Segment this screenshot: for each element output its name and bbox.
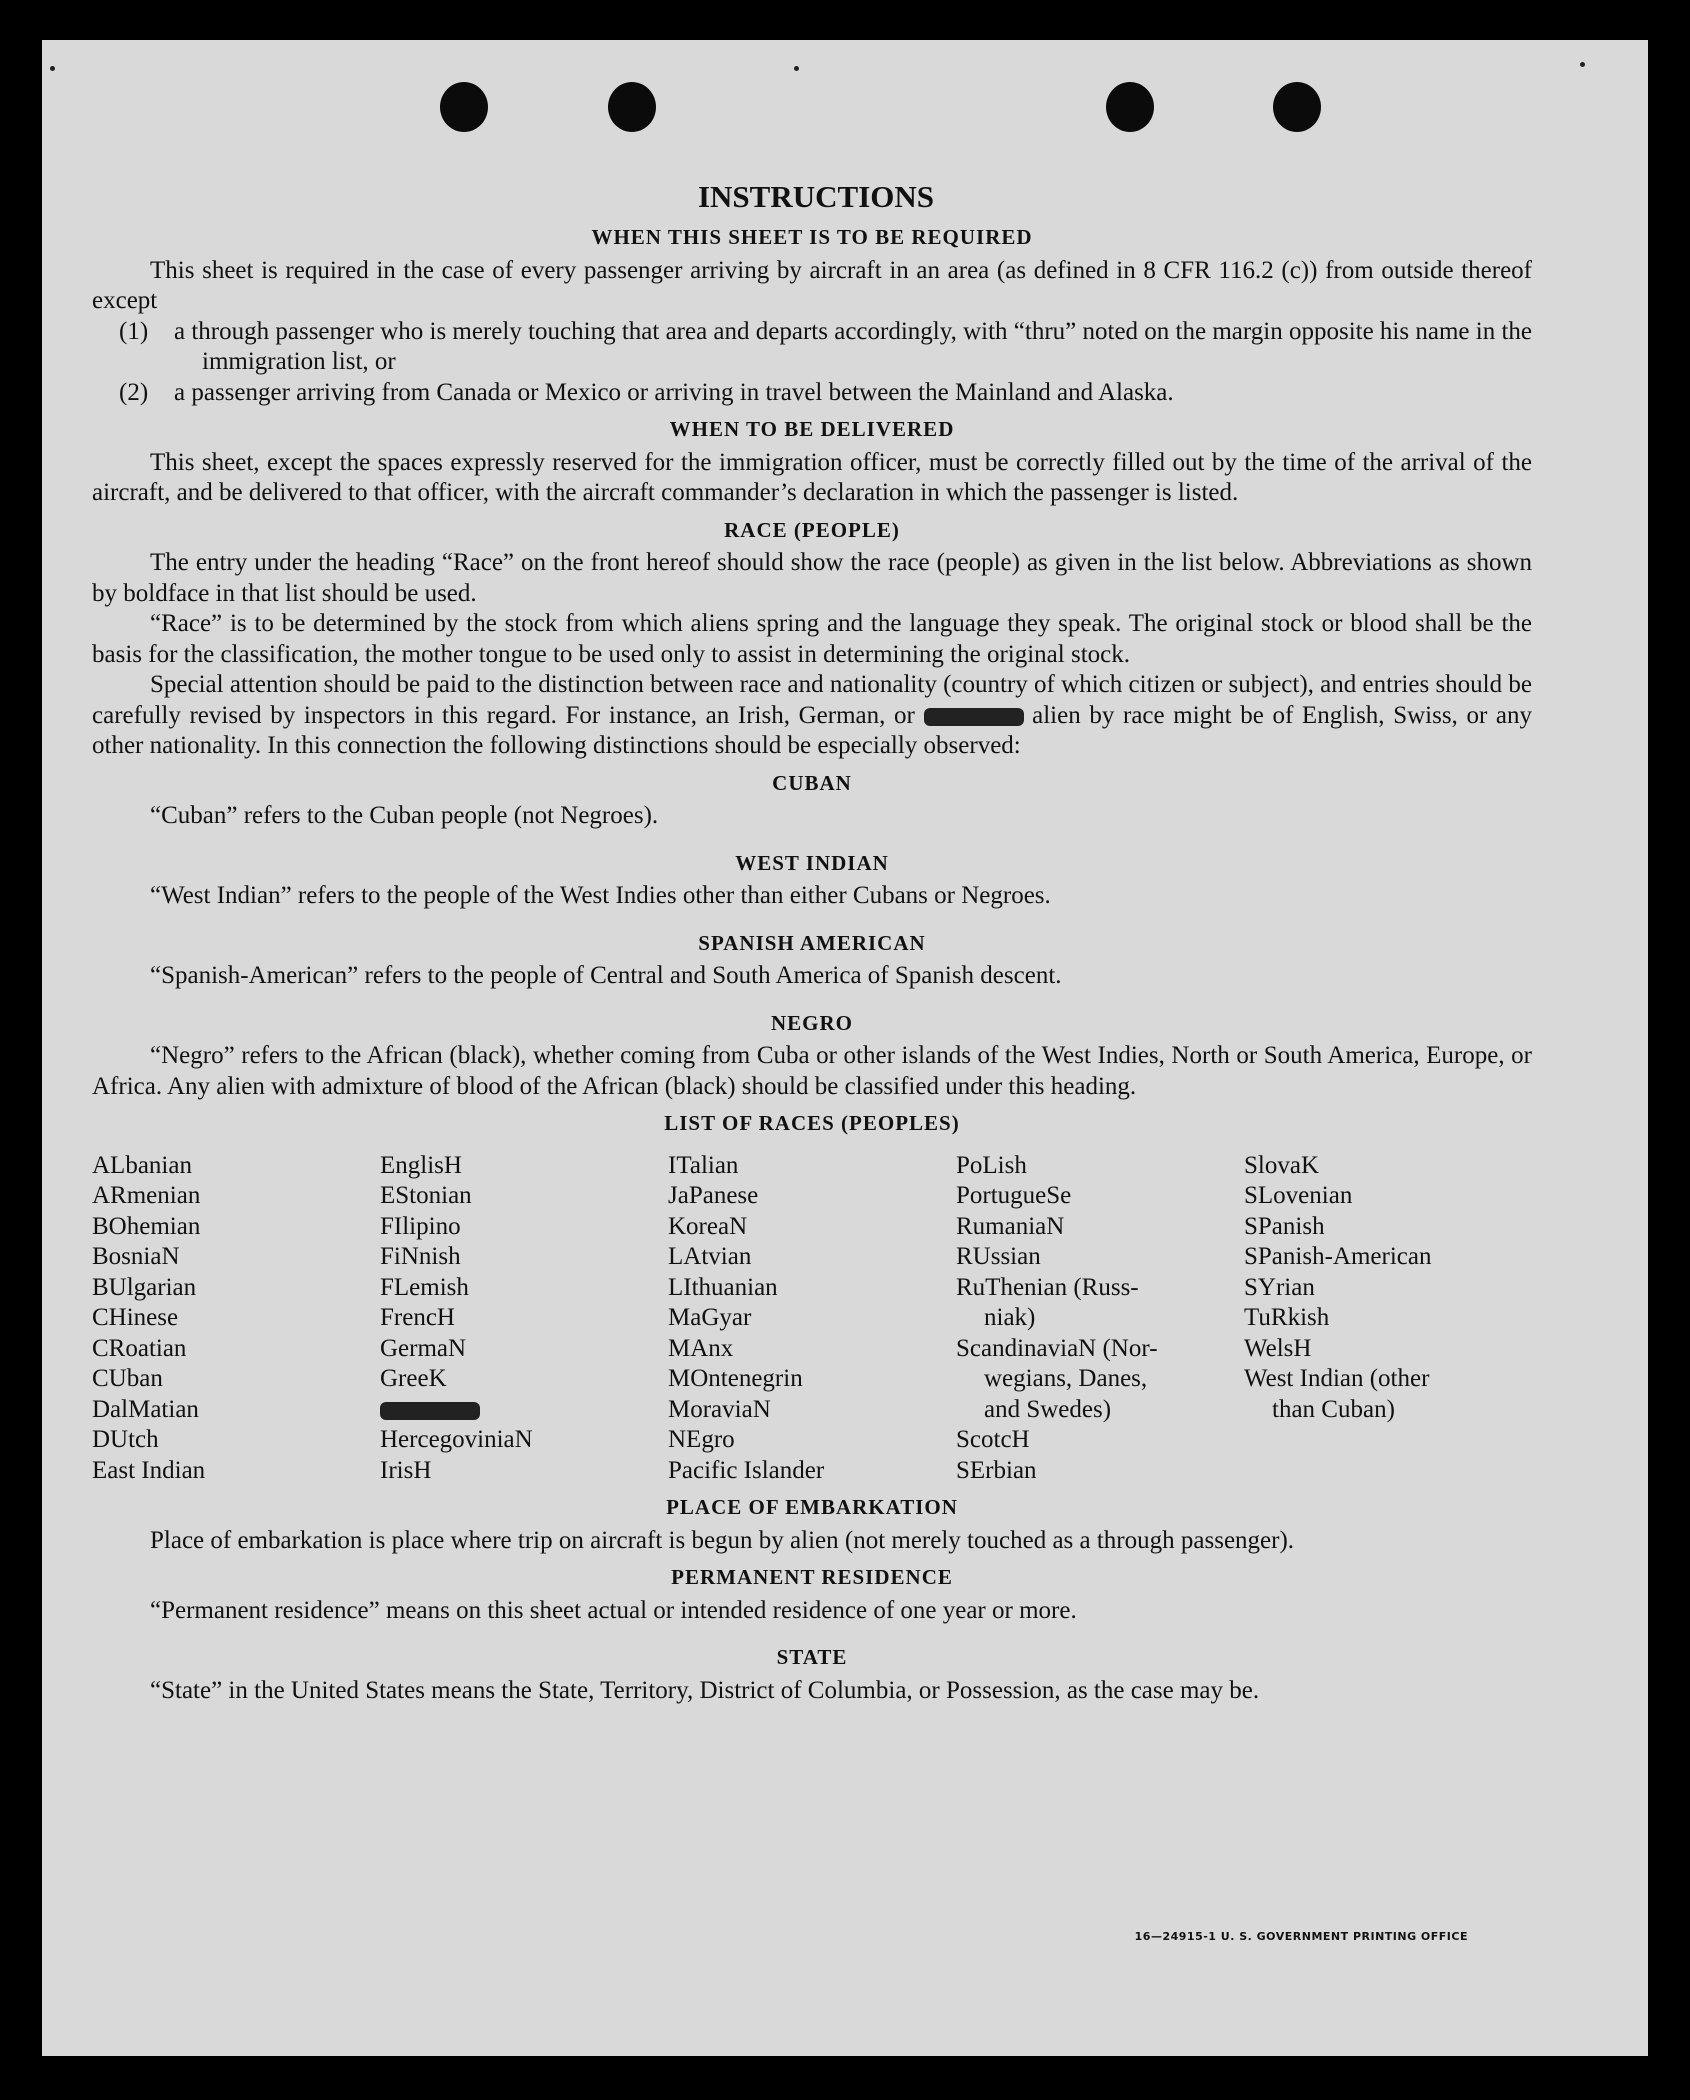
race-list [92, 1151, 1532, 1487]
race-entry: LIthuanian [668, 1273, 778, 1301]
instructions-content [92, 178, 1532, 1706]
race-entry: RuThenian (Russ- [956, 1273, 1139, 1301]
race-entry: East Indian [92, 1456, 206, 1484]
race-entry: NEgro [668, 1426, 735, 1453]
negro-text: “Negro” refers to the African (black), whether coming from Cuba or other islands of the West Indies, North or South America, Europe, or Africa. Any alien with admixture of blood of the African (black) should be classified under this heading. [92, 1042, 1532, 1100]
heading-when-delivered: WHEN TO BE DELIVERED [669, 417, 955, 441]
heading-race: RACE (PEOPLE) [724, 517, 900, 542]
race-entry: ScandinaviaN (Nor- [956, 1334, 1158, 1362]
race-entry: MoraviaN [668, 1395, 771, 1423]
race-entry: SLovenian [1244, 1182, 1353, 1209]
race-entry: SErbian [956, 1456, 1037, 1484]
residence-text: “Permanent residence” means on this sheet actual or intended residence of one year or more. [150, 1596, 1077, 1624]
heading-negro: NEGRO [770, 1010, 853, 1035]
race-entry: EnglisH [380, 1151, 462, 1179]
race-entry: ARmenian [92, 1182, 201, 1209]
race-entry: EStonian [380, 1182, 472, 1209]
race-entry: SlovaK [1244, 1151, 1319, 1179]
page-title: INSTRUCTIONS [697, 179, 934, 214]
race-column-5 [1244, 1151, 1532, 1487]
heading-spanish-american: SPANISH AMERICAN [698, 930, 926, 955]
race-entry: Pacific Islander [668, 1456, 825, 1484]
race-paragraph-3 [92, 670, 1532, 762]
when-delivered-text: This sheet, except the spaces expressly reserved for the immigration officer, must be correctly filled out by the time of the arrival of the aircraft, and be delivered to that officer, with the aircraft commander’s declaration in which the passenger is listed. [92, 448, 1532, 506]
item-number: (1) [119, 317, 149, 345]
race-paragraph-3a: Special attention should be paid to the distinction between race and nationality (country of which citizen or subject), and entries should be carefully revised by inspectors in this regard. For instance, an Irish, German, or [92, 671, 1532, 729]
race-entry: MAnx [668, 1334, 734, 1362]
race-entry: CRoatian [92, 1334, 187, 1362]
race-entry: GermaN [380, 1334, 467, 1362]
race-entry: TuRkish [1244, 1304, 1330, 1331]
race-entry: DalMatian [92, 1395, 199, 1423]
race-entry: CUban [92, 1365, 163, 1392]
race-entry: BUlgarian [92, 1273, 197, 1301]
race-entry: DUtch [92, 1426, 159, 1453]
race-entry: West Indian (other [1244, 1365, 1430, 1392]
race-column-1 [92, 1151, 380, 1487]
race-entry: FIlipino [380, 1212, 461, 1240]
race-entry: FrencH [380, 1304, 455, 1331]
race-entry: SYrian [1244, 1273, 1315, 1301]
race-entry: SPanish-American [1244, 1243, 1432, 1270]
race-column-3 [668, 1151, 956, 1487]
race-paragraph-2: “Race” is to be determined by the stock from which aliens spring and the language they speak. The original stock or blood shall be the basis for the classification, the mother tongue to be used only to assist in determining the original stock. [92, 610, 1532, 668]
race-entry: SPanish [1244, 1212, 1325, 1240]
west-indian-text: “West Indian” refers to the people of the West Indies other than either Cubans or Negroes. [150, 882, 1051, 909]
race-entry: PoLish [956, 1151, 1027, 1179]
punch-hole [1273, 82, 1321, 132]
item-text: a through passenger who is merely touching that area and departs accordingly, with “thru” noted on the margin opposite his name in the immigration list, or [174, 317, 1532, 375]
exception-item-1 [119, 317, 1532, 378]
embarkation-text: Place of embarkation is place where trip on aircraft is begun by alien (not merely touched as a through passenger). [150, 1526, 1295, 1554]
race-entry: BOhemian [92, 1212, 201, 1240]
race-entry-continued: and Swedes) [984, 1395, 1112, 1423]
heading-embarkation: PLACE OF EMBARKATION [666, 1495, 958, 1519]
race-entry: MOntenegrin [668, 1365, 803, 1392]
state-text: “State” in the United States means the State, Territory, District of Columbia, or Possession, as the case may be. [150, 1676, 1260, 1704]
race-column-4 [956, 1151, 1244, 1487]
heading-permanent-residence: PERMANENT RESIDENCE [671, 1565, 953, 1589]
race-entry: CHinese [92, 1304, 179, 1331]
race-entry: IrisH [380, 1456, 432, 1484]
race-entry-redacted [380, 1395, 668, 1426]
race-entry: RumaniaN [956, 1212, 1065, 1240]
race-paragraph-3b: alien by race might be of English, Swiss, or any other nationality. In this connection the following distinctions should be especially observed: [92, 701, 1533, 759]
item-text: a passenger arriving from Canada or Mexico or arriving in travel between the Mainland and Alaska. [174, 378, 1174, 406]
race-entry: ScotcH [956, 1426, 1030, 1453]
race-entry: GreeK [380, 1365, 447, 1392]
printer-footer: 16—24915-1 U. S. GOVERNMENT PRINTING OFFICE [1134, 1930, 1468, 1943]
race-entry: ALbanian [92, 1151, 192, 1179]
race-column-2 [380, 1151, 668, 1487]
speck [50, 66, 55, 71]
when-required-intro: This sheet is required in the case of every passenger arriving by aircraft in an area (as defined in 8 CFR 116.2 (c)) from outside thereof except [92, 256, 1532, 314]
race-entry: PortugueSe [956, 1182, 1072, 1209]
race-entry-continued: than Cuban) [1272, 1395, 1395, 1423]
document-sheet [42, 40, 1648, 2056]
race-entry: LAtvian [668, 1243, 752, 1270]
race-entry: BosniaN [92, 1243, 180, 1270]
punch-hole [608, 82, 656, 132]
speck [1580, 62, 1585, 67]
race-entry-continued: wegians, Danes, [984, 1365, 1148, 1392]
race-entry: HercegoviniaN [380, 1426, 533, 1453]
race-entry: WelsH [1244, 1334, 1312, 1362]
heading-list-of-races: LIST OF RACES (PEOPLES) [664, 1111, 960, 1135]
redaction-mark [924, 708, 1024, 726]
race-entry: ITalian [668, 1151, 739, 1179]
cuban-text: “Cuban” refers to the Cuban people (not Negroes). [150, 802, 659, 829]
punch-hole [1106, 82, 1154, 132]
race-entry: JaPanese [668, 1182, 759, 1209]
race-entry: FLemish [380, 1273, 469, 1301]
race-entry: FiNnish [380, 1243, 461, 1270]
heading-state: STATE [776, 1645, 848, 1669]
spanish-american-text: “Spanish-American” refers to the people of Central and South America of Spanish descent. [150, 962, 1062, 989]
race-entry-continued: niak) [984, 1304, 1036, 1331]
race-entry: MaGyar [668, 1304, 752, 1331]
speck [794, 66, 799, 71]
race-entry: KoreaN [668, 1212, 748, 1240]
redaction-mark [380, 1402, 480, 1420]
heading-when-required: WHEN THIS SHEET IS TO BE REQUIRED [591, 225, 1033, 249]
heading-west-indian: WEST INDIAN [735, 850, 889, 875]
race-entry: RUssian [956, 1243, 1041, 1270]
item-number: (2) [119, 378, 149, 406]
exception-item-2 [119, 378, 1532, 409]
race-paragraph-1: The entry under the heading “Race” on the front hereof should show the race (people) as given in the list below. Abbreviations as shown by boldface in that list should be used. [92, 549, 1532, 607]
heading-cuban: CUBAN [772, 770, 852, 795]
punch-hole [440, 82, 488, 132]
